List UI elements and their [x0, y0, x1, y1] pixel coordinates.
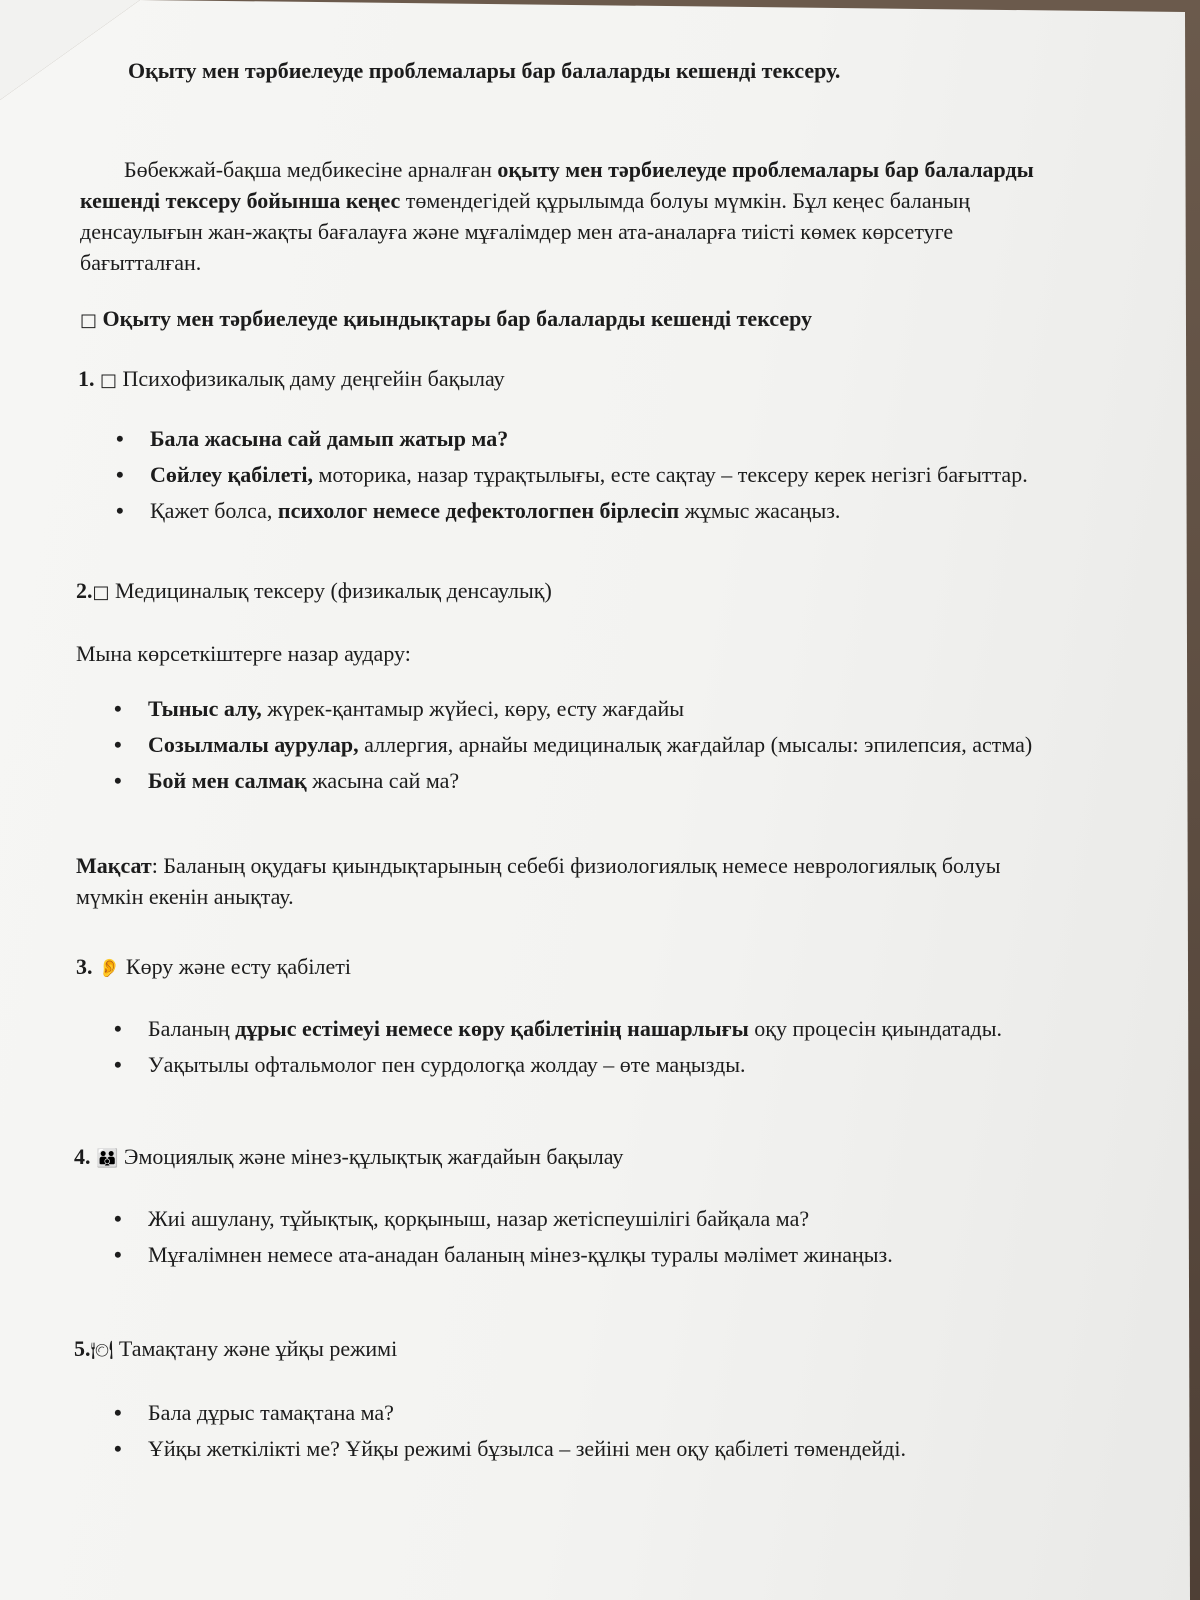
section-3-list	[114, 1014, 1094, 1086]
checkbox-glyph-icon: □	[80, 310, 98, 331]
document-title: Оқыту мен тәрбиелеуде проблемалары бар балаларды кешенді тексеру.	[128, 58, 841, 83]
plate-cutlery-icon: 🍽	[90, 1340, 114, 1361]
family-icon: 👪	[96, 1148, 119, 1169]
checkbox-glyph-icon: □	[100, 370, 118, 391]
list-item: • Сөйлеу қабілеті, моторика, назар тұрақтылығы, есте сақтау – тексеру керек негізгі бағыттар.	[116, 460, 1076, 490]
goal-paragraph: Мақсат: Баланың оқудағы қиындықтарының себебі физиологиялық немесе неврологиялық болуы мүмкін екенін анықтау.	[76, 853, 1001, 909]
main-heading: □ Оқыту мен тәрбиелеуде қиындықтары бар балаларды кешенді тексеру	[80, 306, 813, 331]
list-item: • Бала дұрыс тамақтана ма?	[114, 1398, 1034, 1428]
list-item: • Ұйқы жеткілікті ме? Ұйқы режимі бұзылса – зейіні мен оқу қабілеті төмендейді.	[114, 1434, 1034, 1464]
list-item: • Бой мен салмақ жасына сай ма?	[114, 766, 1074, 796]
list-item: • Тыныс алу, жүрек-қантамыр жүйесі, көру, есту жағдайы	[114, 694, 1074, 724]
list-item: • Қажет болса, психолог немесе дефектологпен бірлесіп жұмыс жасаңыз.	[116, 496, 1076, 526]
list-item: • Жиі ашулану, тұйықтық, қорқыныш, назар жетіспеушілігі байқала ма?	[114, 1204, 1074, 1234]
checkbox-glyph-icon: □	[92, 582, 110, 603]
section-4-list	[114, 1204, 1074, 1276]
section-2-heading: 2.□ Медициналық тексеру (физикалық денсаулық)	[76, 578, 552, 603]
section-1-heading: 1. □ Психофизикалық даму деңгейін бақылау	[78, 366, 505, 391]
section-3-heading: 3. 👂 Көру және есту қабілеті	[76, 954, 351, 979]
section-1-list	[116, 424, 1076, 532]
section-2-lead: Мына көрсеткіштерге назар аудару:	[76, 641, 411, 666]
section-2-list	[114, 694, 1074, 802]
section-5-list	[114, 1398, 1034, 1470]
section-4-heading: 4. 👪 Эмоциялық және мінез-құлықтық жағдайын бақылау	[74, 1144, 624, 1169]
intro-paragraph: Бөбекжай-бақша медбикесіне арналған оқыту мен тәрбиелеуде проблемалары бар балаларды кешенді тексеру бойынша кеңес төмендегідей құрылымда болуы мүмкін. Бұл кеңес баланың денсаулығын жан-жақты бағалауға және мұғалімдер мен ата-аналарға тиісті көмек көрсетуге бағытталған.	[80, 157, 1034, 275]
list-item: • Уақытылы офтальмолог пен сурдологқа жолдау – өте маңызды.	[114, 1050, 1094, 1080]
ear-icon: 👂	[98, 958, 121, 979]
section-5-heading: 5.🍽 Тамақтану және ұйқы режимі	[74, 1336, 398, 1361]
list-item: • Бала жасына сай дамып жатыр ма?	[116, 424, 1076, 454]
list-item: • Созылмалы аурулар, аллергия, арнайы медициналық жағдайлар (мысалы: эпилепсия, астма)	[114, 730, 1074, 760]
list-item: • Баланың дұрыс естімеуі немесе көру қабілетінің нашарлығы оқу процесін қиындатады.	[114, 1014, 1094, 1044]
list-item: • Мұғалімнен немесе ата-анадан баланың мінез-құлқы туралы мәлімет жинаңыз.	[114, 1240, 1074, 1270]
